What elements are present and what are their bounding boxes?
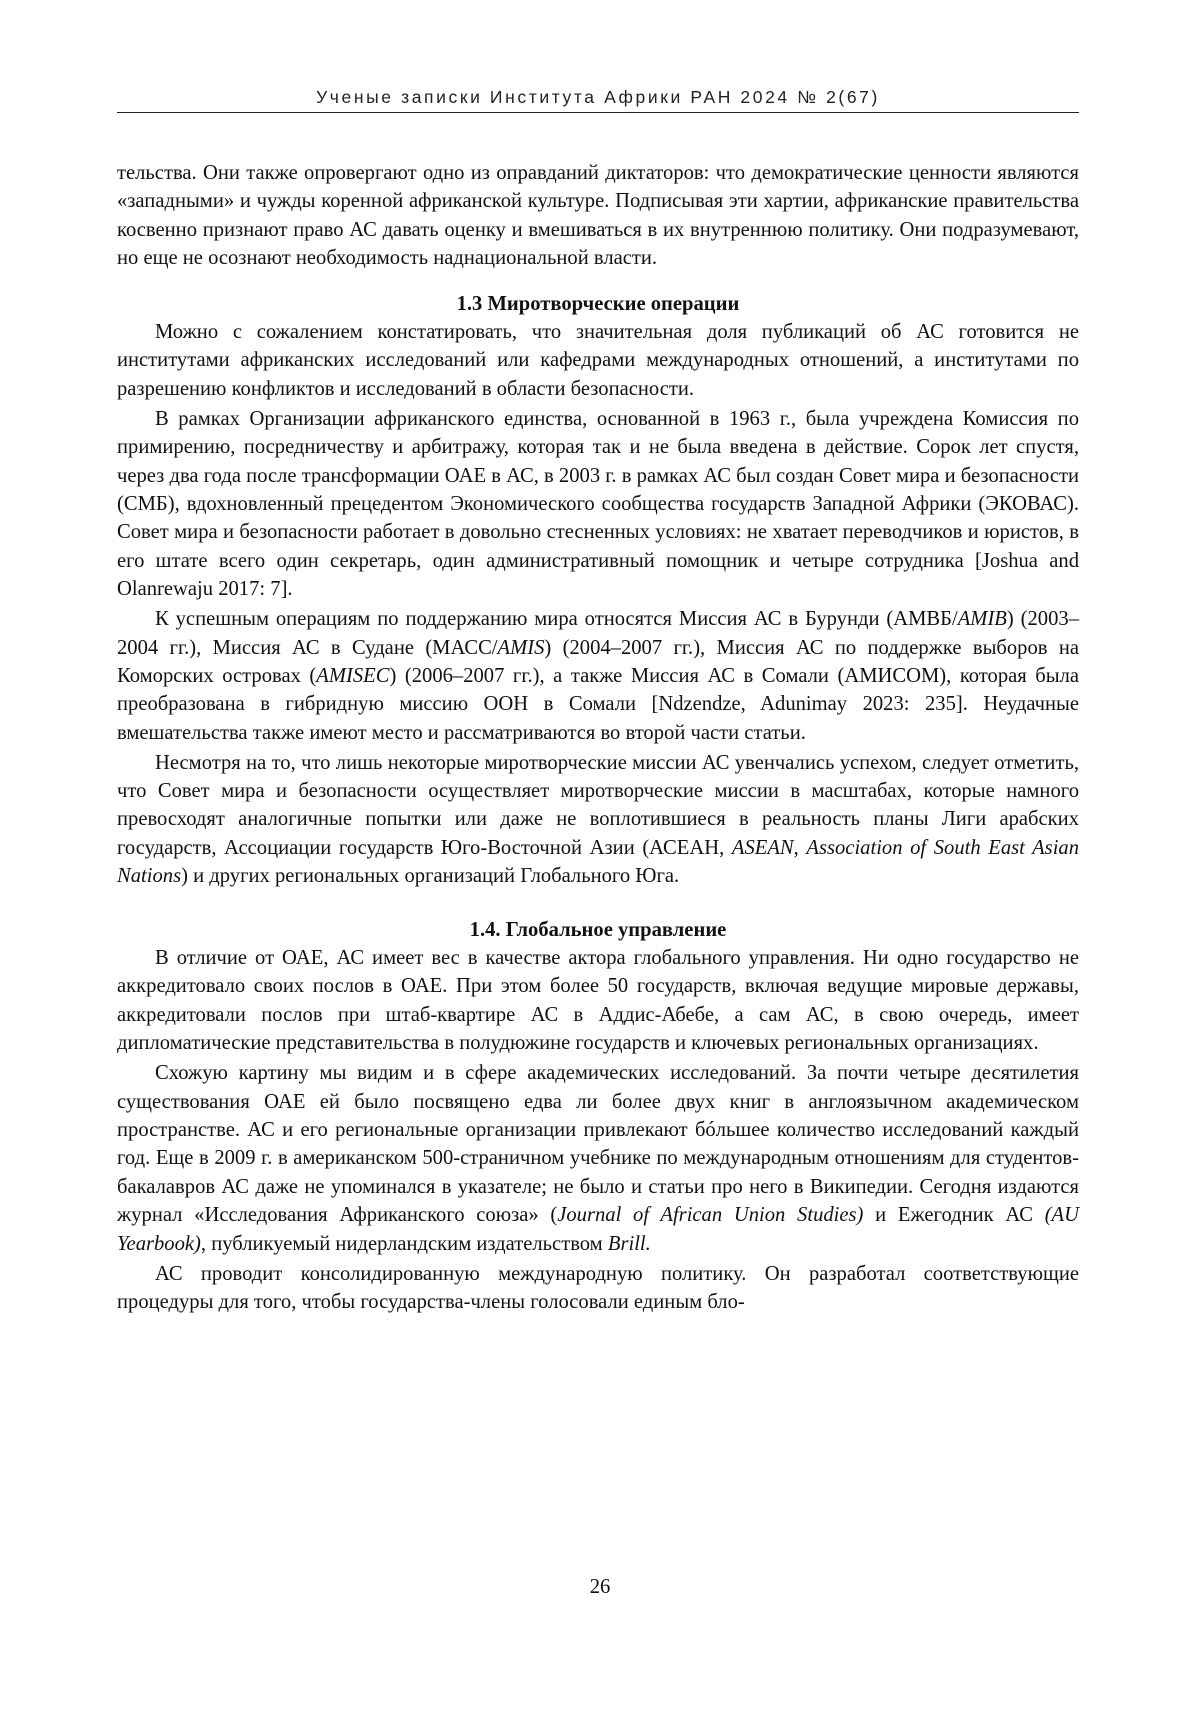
italic-run: Journal of African Union Studies) bbox=[557, 1204, 864, 1227]
text-run: Несмотря на то, что лишь некоторые миротворческие миссии АС увенчались успехом, следует отметить, что Совет мира и безопасности осуществляет миротворческие миссии в масштабах, которые намного превосходят аналогичные попытки или даже не воплотившиеся в реальность планы Лиги арабских государств, Ассоциации государств Юго-Восточной Азии (АСЕАН, bbox=[117, 751, 1079, 859]
italic-run: (AU Yearbook) bbox=[117, 1204, 1079, 1255]
journal-title: Ученые записки Института Африки РАН 2024 № 2(67) bbox=[316, 87, 880, 107]
italic-run: ASEAN bbox=[731, 836, 794, 859]
text-run: Схожую картину мы видим и в сфере академических исследований. За почти четыре десятилетия существования ОАЕ ей было посвящено едва ли более двух книг в англоязычном академическом пространстве. АС и его региональные организации привлекают бóльшее количество исследований каждый год. Еще в 2009 г. в американском 500-страничном учебнике по международным отношениям для студентов-бакалавров АС даже не упоминался в указателе; не было и статьи про него в Википедии. Сегодня издаются журнал «Исследования Африканского союза» ( bbox=[117, 1062, 1079, 1227]
paragraph: Можно с сожалением констатировать, что значительная доля публикаций об АС готовится не институтами африканских исследований или кафедрами международных отношений, а институтами по разрешению конфликтов и исследований в области безопасности. bbox=[117, 321, 1079, 400]
continuation-paragraph: тельства. Они также опровергают одно из оправданий диктаторов: что демократические ценности являются «западными» и чужды коренной африканской культуре. Подписывая эти хартии, африканские правительства косвенно признают право АС давать оценку и вмешиваться в их внутреннюю политику. Они подразумевают, но еще не осознают необходимость наднациональной власти. bbox=[117, 162, 1079, 270]
text-run: ) (2003–2004 гг.), Миссия АС в Судане (МАСС/ bbox=[117, 608, 1079, 659]
italic-run: Association of South East Asian Nations bbox=[117, 836, 1080, 888]
paragraph bbox=[117, 749, 1079, 891]
italic-run: AMISEC bbox=[316, 664, 390, 687]
text-run: ) (2004–2007 гг.), Миссия АС по поддержке выборов на Коморских островах ( bbox=[117, 636, 1079, 687]
paragraph bbox=[117, 605, 1079, 747]
paragraph bbox=[117, 1059, 1079, 1258]
paragraph: АС проводит консолидированную международную политику. Он разработал соответствующие процедуры для того, чтобы государства-члены голосовали единым бло- bbox=[117, 1262, 1079, 1313]
italic-run: AMIB bbox=[957, 608, 1007, 631]
article-body bbox=[117, 159, 1079, 1316]
text-run: и Ежегодник АС bbox=[863, 1204, 1045, 1227]
text-run: ) и других региональных организаций Глобального Юга. bbox=[181, 865, 680, 888]
paragraph: В рамках Организации африканского единства, основанной в 1963 г., была учреждена Комиссия по примирению, посредничеству и арбитражу, которая так и не была введена в действие. Сорок лет спустя, через два года после трансформации ОАЕ в АС, в 2003 г. в рамках АС был создан Совет мира и безопасности (СМБ), вдохновленный прецедентом Экономического сообщества государств Западной Африки (ЭКОВАС). Совет мира и безопасности работает в довольно стесненных условиях: не хватает переводчиков и юристов, в его штате всего один секретарь, один административный помощник и четыре сотрудника [Joshua and Olanrewaju 2017: 7]. bbox=[117, 407, 1079, 601]
italic-run: AMIS bbox=[497, 636, 545, 659]
italic-run: Brill. bbox=[607, 1232, 651, 1255]
text-run: , публикуемый нидерландским издательством bbox=[200, 1232, 608, 1255]
section-heading-1-3: 1.3 Миротворческие операции bbox=[456, 292, 740, 315]
page-number: 26 bbox=[589, 1576, 611, 1598]
running-header bbox=[117, 82, 1079, 113]
text-run: , bbox=[793, 836, 807, 859]
section-heading-1-4: 1.4. Глобальное управление bbox=[469, 918, 727, 941]
text-run: К успешным операциям по поддержанию мира относятся Миссия АС в Бурунди (АМВБ/ bbox=[155, 608, 958, 631]
text-run: ) (2006–2007 гг.), а также Миссия АС в Сомали (АМИСОМ), которая была преобразована в гибридную миссию ООН в Сомали [Ndzendze, Adunimay 2023: 235]. Неудачные вмешательства также имеют место и рассматриваются во второй части статьи. bbox=[117, 664, 1079, 744]
paragraph: В отличие от ОАЕ, АС имеет вес в качестве актора глобального управления. Ни одно государство не аккредитовало своих послов в ОАЕ. При этом более 50 государств, включая ведущие мировые державы, аккредитовали послов при штаб-квартире АС в Аддис-Абебе, а сам АС, в свою очередь, имеет дипломатические представительства в полудюжине государств и ключевых региональных организациях. bbox=[117, 947, 1079, 1055]
